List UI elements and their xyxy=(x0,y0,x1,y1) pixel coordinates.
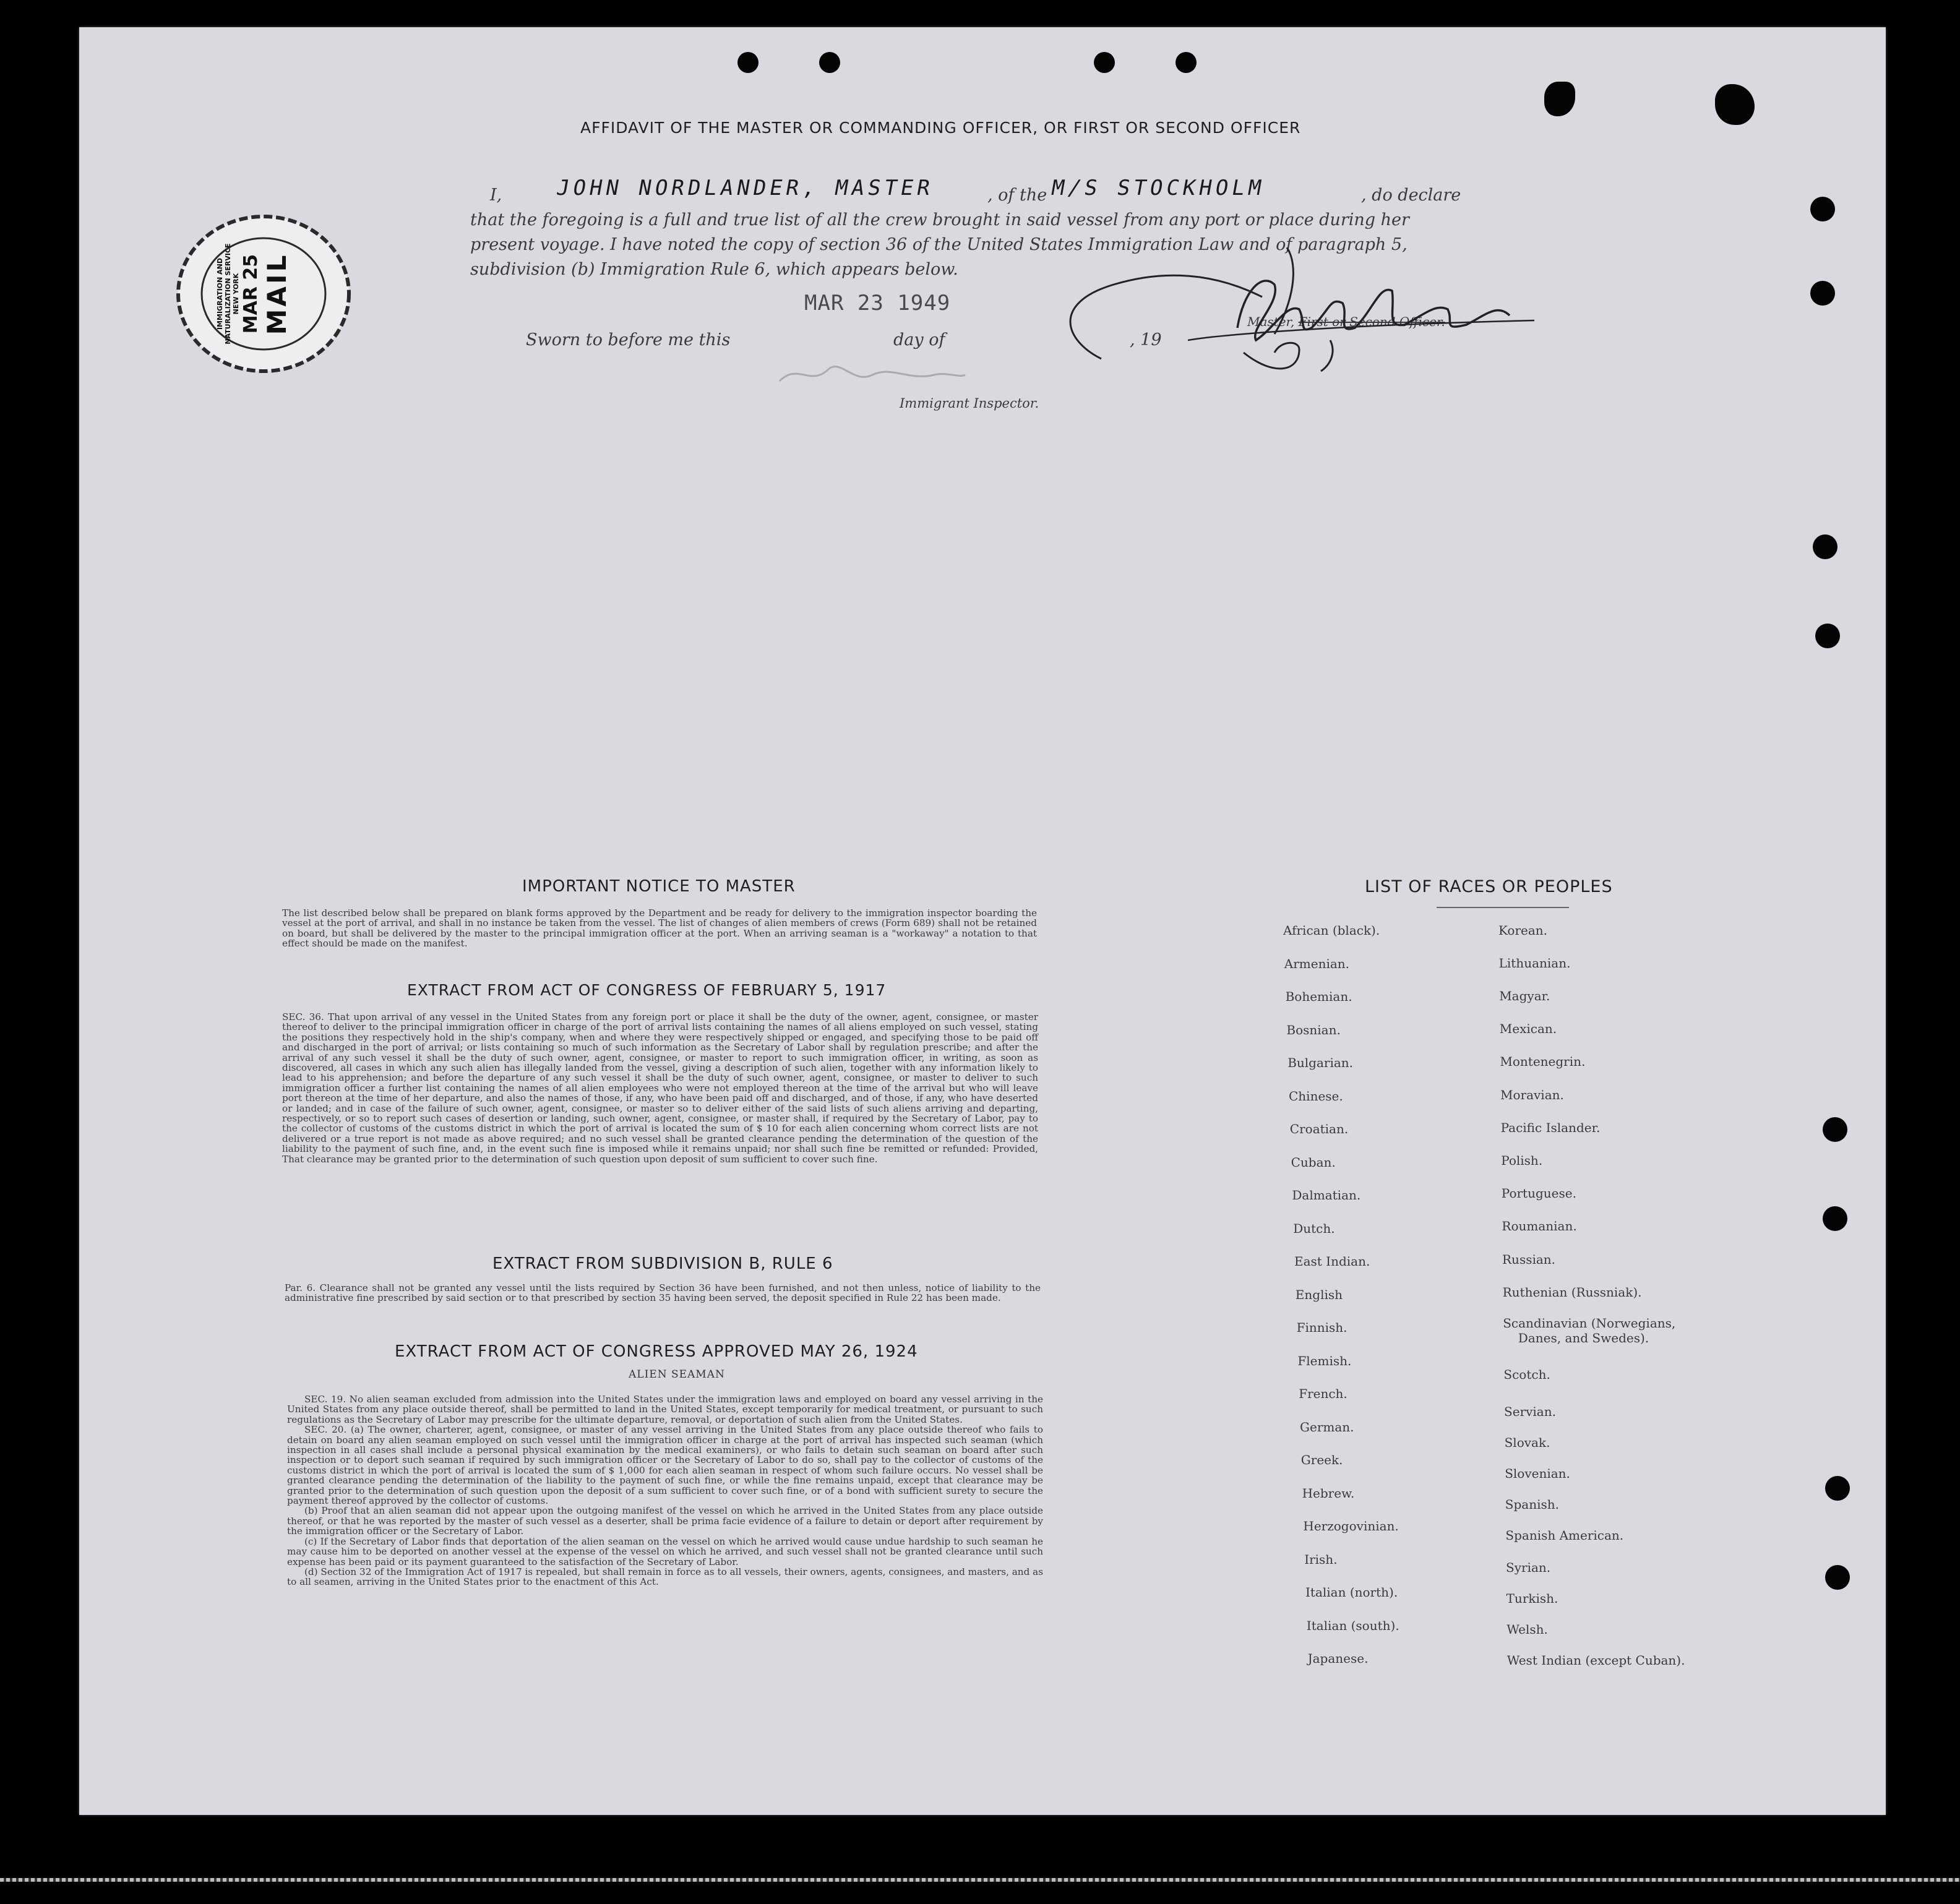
race-item: Armenian. xyxy=(1284,956,1350,971)
extract-1924-subtitle: ALIEN SEAMAN xyxy=(629,1368,725,1381)
race-item: Syrian. xyxy=(1506,1560,1551,1575)
sec-19-paragraph: SEC. 19. No alien seaman excluded from admission into the United States under the immigration laws and employed on board any vessel arriving in the United States from any place outside thereof, shall be permitted to land in the United States, except temporarily for medical treatment, or pursuant to such regulations as the Secretary of Labor may prescribe for the ultimate departure, removal, or deportation of such alien from the United States. xyxy=(287,1394,1043,1425)
affidavit-line1-suffix: , do declare xyxy=(1361,186,1461,205)
year-label: , 19 xyxy=(1130,330,1162,349)
race-item: Chinese. xyxy=(1289,1088,1343,1104)
race-item: Ruthenian (Russniak). xyxy=(1502,1285,1642,1300)
race-item: Russian. xyxy=(1502,1252,1556,1267)
race-item: Dutch. xyxy=(1293,1220,1335,1236)
punch-hole xyxy=(737,52,759,73)
race-item: Mexican. xyxy=(1499,1021,1557,1036)
race-item: Servian. xyxy=(1504,1404,1556,1419)
postmark-mail: MAIL xyxy=(262,252,292,335)
master-name-handwritten: JOHN NORDLANDER, MASTER xyxy=(554,176,936,200)
race-item: Welsh. xyxy=(1507,1622,1548,1637)
race-item: Spanish American. xyxy=(1505,1528,1624,1543)
race-item: Magyar. xyxy=(1499,988,1550,1003)
master-signature xyxy=(1039,247,1559,390)
rule6-title: EXTRACT FROM SUBDIVISION B, RULE 6 xyxy=(492,1254,833,1273)
race-item: Herzogovinian. xyxy=(1303,1519,1399,1533)
race-item: Scandinavian (Norwegians, xyxy=(1503,1316,1676,1331)
date-stamp: MAR 23 1949 xyxy=(804,291,951,315)
postmark-date: MAR 25 xyxy=(240,254,262,334)
sec-20b-paragraph: (b) Proof that an alien seaman did not appear upon the outgoing manifest of the vessel on which he arrived in the United States from any place outside thereof, or that he was reported by the master of such vessel as a deserter, shall be prima facie evidence of a failure to detain or deport after requirement by the immigration officer or the Secretary of Labor. xyxy=(287,1505,1043,1537)
race-item: Bosnian. xyxy=(1286,1022,1341,1037)
race-item: French. xyxy=(1299,1386,1348,1401)
rule6-body: Par. 6. Clearance shall not be granted any vessel until the lists required by Section 36 have been furnished, and not then unless, notice of liability to the administrative fine prescribed by said section or to that prescribed by section 35 having been served, the deposit specified in Rule 22 has been made. xyxy=(285,1282,1041,1304)
race-item: Cuban. xyxy=(1291,1154,1336,1170)
race-item: Pacific Islander. xyxy=(1500,1120,1601,1135)
punch-hole xyxy=(1810,281,1835,306)
punch-hole xyxy=(819,52,840,73)
postmark-text xyxy=(212,238,317,349)
race-item: Greek. xyxy=(1300,1452,1343,1467)
race-item: Japanese. xyxy=(1307,1651,1369,1666)
race-item: Croatian. xyxy=(1289,1121,1349,1136)
page-edge xyxy=(0,1878,1960,1882)
race-item: Danes, and Swedes). xyxy=(1518,1331,1649,1345)
race-item: West Indian (except Cuban). xyxy=(1507,1653,1685,1668)
race-item: Moravian. xyxy=(1500,1087,1564,1102)
signature-role-struck: First or Second Officer. xyxy=(1298,314,1445,329)
punch-hole xyxy=(1813,534,1838,559)
extract-1917-title: EXTRACT FROM ACT OF CONGRESS OF FEBRUARY 5, 1917 xyxy=(407,981,887,999)
affidavit-line-4: subdivision (b) Immigration Rule 6, which appears below. xyxy=(470,260,958,279)
race-item: Portuguese. xyxy=(1501,1186,1576,1201)
race-item: African (black). xyxy=(1283,923,1380,938)
race-item: Flemish. xyxy=(1297,1353,1352,1368)
punch-hole xyxy=(1094,52,1115,73)
race-item: Irish. xyxy=(1304,1551,1338,1567)
affidavit-line-2: that the foregoing is a full and true list of all the crew brought in said vessel from any port or place during her xyxy=(470,210,1409,229)
affidavit-line1-prefix: I, xyxy=(490,186,502,205)
race-item: Spanish. xyxy=(1505,1497,1560,1512)
signature-role-master: Master, xyxy=(1247,314,1295,329)
race-item: Slovak. xyxy=(1504,1435,1550,1450)
punch-hole xyxy=(1823,1117,1847,1142)
race-item: Finnish. xyxy=(1296,1320,1348,1335)
punch-hole xyxy=(1825,1565,1850,1590)
race-item: Bulgarian. xyxy=(1287,1055,1354,1070)
race-item: Polish. xyxy=(1501,1153,1543,1168)
race-item: Hebrew. xyxy=(1302,1485,1355,1501)
punch-hole xyxy=(1825,1476,1850,1501)
affidavit-title: AFFIDAVIT OF THE MASTER OR COMMANDING OFFICER, OR FIRST OR SECOND OFFICER xyxy=(580,119,1301,137)
punch-hole xyxy=(1810,197,1835,221)
extract-1924-body xyxy=(287,1394,1043,1587)
race-item: Turkish. xyxy=(1506,1591,1558,1606)
day-of-label: day of xyxy=(893,330,945,349)
affidavit-line-3: present voyage. I have noted the copy of section 36 of the United States Immigration Law and of paragraph 5, xyxy=(470,235,1408,254)
sec-20d-paragraph: (d) Section 32 of the Immigration Act of 1917 is repealed, but shall remain in force as to all vessels, their owners, agents, consignees, and masters, and as to all seamen, arriving in the United States prior to the enactment of this Act. xyxy=(287,1566,1043,1588)
race-item: Italian (north). xyxy=(1305,1585,1398,1600)
punch-hole xyxy=(1815,624,1840,648)
race-item: Scotch. xyxy=(1503,1367,1550,1382)
race-item: Korean. xyxy=(1498,923,1548,938)
race-item: Lithuanian. xyxy=(1498,956,1571,971)
vessel-name-handwritten: M/S STOCKHOLM xyxy=(1049,176,1267,200)
sworn-label: Sworn to before me this xyxy=(526,330,731,349)
race-item: East Indian. xyxy=(1294,1254,1370,1269)
sec-20a-paragraph: SEC. 20. (a) The owner, charterer, agent, consignee, or master of any vessel arriving in the United States from any place outside thereof who fails to detain on board any alien seaman employed on such vessel until the immigration officer in charge at the port of arrival has inspected such seaman (which inspection in all cases shall include a personal physical examination by the medical examiners), or who fails to detain such seaman on board after such inspection or to deport such seaman if required by such immigration officer or the Secretary of Labor to do so, shall pay to the collector of customs of the customs district in which the port of arrival is located the sum of $ 1,000 for each alien seaman in respect of whom such failure occurs. No vessel shall be granted clearance pending the determination of the liability to the payment of such fine, or while the fine remains unpaid, except that clearance may be granted prior to the determination of such question upon the deposit of a sum sufficient to cover such fine, or of a bond with sufficient surety to secure the payment thereof approved by the collector of customs. xyxy=(287,1424,1043,1507)
race-item: English xyxy=(1295,1287,1343,1302)
race-item: German. xyxy=(1300,1419,1354,1434)
races-title: LIST OF RACES OR PEOPLES xyxy=(1365,877,1613,896)
extract-1917-body: SEC. 36. That upon arrival of any vessel in the United States from any foreign port or place it shall be the duty of the owner, agent, consignee, or master thereof to deliver to the principal immigration officer in charge of the port of arrival lists containing the names of all aliens employed on such vessel, stating the positions they respectively hold in the ship's company, when and where they were respectively shipped or engaged, and specifying those to be paid off and discharged in the port of arrival; or lists containing so much of such information as the Secretary of Labor shall by regulation prescribe; and after the arrival of any such vessel it shall be the duty of such owner, agent, consignee, or master to report to such immigration officer, in writing, as soon as discovered, all cases in which any such alien has illegally landed from the vessel, giving a description of such alien, together with any information likely to lead to his apprehension; and before the departure of any such vessel it shall be the duty of such owner, agent, consignee, or master to deliver to such immigration officer a further list containing the names of all alien employees who were not employed thereon at the time of the arrival but who will leave port thereon at the time of her departure, and also the names of those, if any, who have been paid off and discharged, and of those, if any, who have deserted or landed; and in case of the failure of such owner, agent, consignee, or master so to deliver either of the said lists of such aliens arriving and departing, respectively, or so to report such cases of desertion or landing, such owner, agent, consignee, or master shall, if required by the Secretary of Labor, pay to the collector of customs of the customs district in which the port of arrival is located the sum of $ 10 for each alien concerning whom correct lists are not delivered or a true report is not made as above required; and no such vessel shall be granted clearance pending the determination of the question of the liability to the payment of such fine, and, in the event such fine is imposed while it remains unpaid; nor shall such fine be remitted or refunded: Provided, That clearance may be granted prior to the determination of such question upon deposit of sum sufficient to cover such fine. xyxy=(282,1011,1038,1165)
race-item: Bohemian. xyxy=(1285,989,1352,1004)
race-item: Italian (south). xyxy=(1306,1618,1399,1633)
race-item: Roumanian. xyxy=(1502,1219,1577,1233)
sec-20c-paragraph: (c) If the Secretary of Labor finds that deportation of the alien seaman on the vessel on which he arrived would cause undue hardship to such seaman he may cause him to be deported on another vessel at the expense of the vessel on which he arrived, and such vessel shall not be granted clearance until such expense has been paid or its payment guaranteed to the satisfaction of the Secretary of Labor. xyxy=(287,1535,1043,1567)
affidavit-line-1 xyxy=(490,186,502,205)
extract-1924-title: EXTRACT FROM ACT OF CONGRESS APPROVED MAY 26, 1924 xyxy=(395,1342,918,1361)
notice-title: IMPORTANT NOTICE TO MASTER xyxy=(522,877,796,896)
race-item: Montenegrin. xyxy=(1500,1054,1586,1069)
race-item: Dalmatian. xyxy=(1292,1188,1361,1203)
punch-hole xyxy=(1176,52,1197,73)
affidavit-of-the: , of the xyxy=(987,186,1047,205)
postmark-ring-text: IMMIGRATION AND NATURALIZATION SERVICE NEW YORK xyxy=(216,243,240,345)
inspector-label: Immigrant Inspector. xyxy=(900,396,1039,411)
notice-body: The list described below shall be prepared on blank forms approved by the Department and be ready for delivery to the immigration inspector boarding the vessel at the port of arrival, and shall in no instance be taken from the vessel. The list of changes of alien members of crews (Form 689) shall not be retained on board, but shall be delivered by the master to the principal immigration officer at the port. When an arriving seaman is a "workaway" a notation to that effect should be made on the manifest. xyxy=(282,907,1037,950)
race-item: Slovenian. xyxy=(1505,1466,1570,1481)
inspector-initials xyxy=(773,356,971,393)
races-title-rule xyxy=(1437,907,1569,908)
punch-hole xyxy=(1823,1206,1847,1231)
